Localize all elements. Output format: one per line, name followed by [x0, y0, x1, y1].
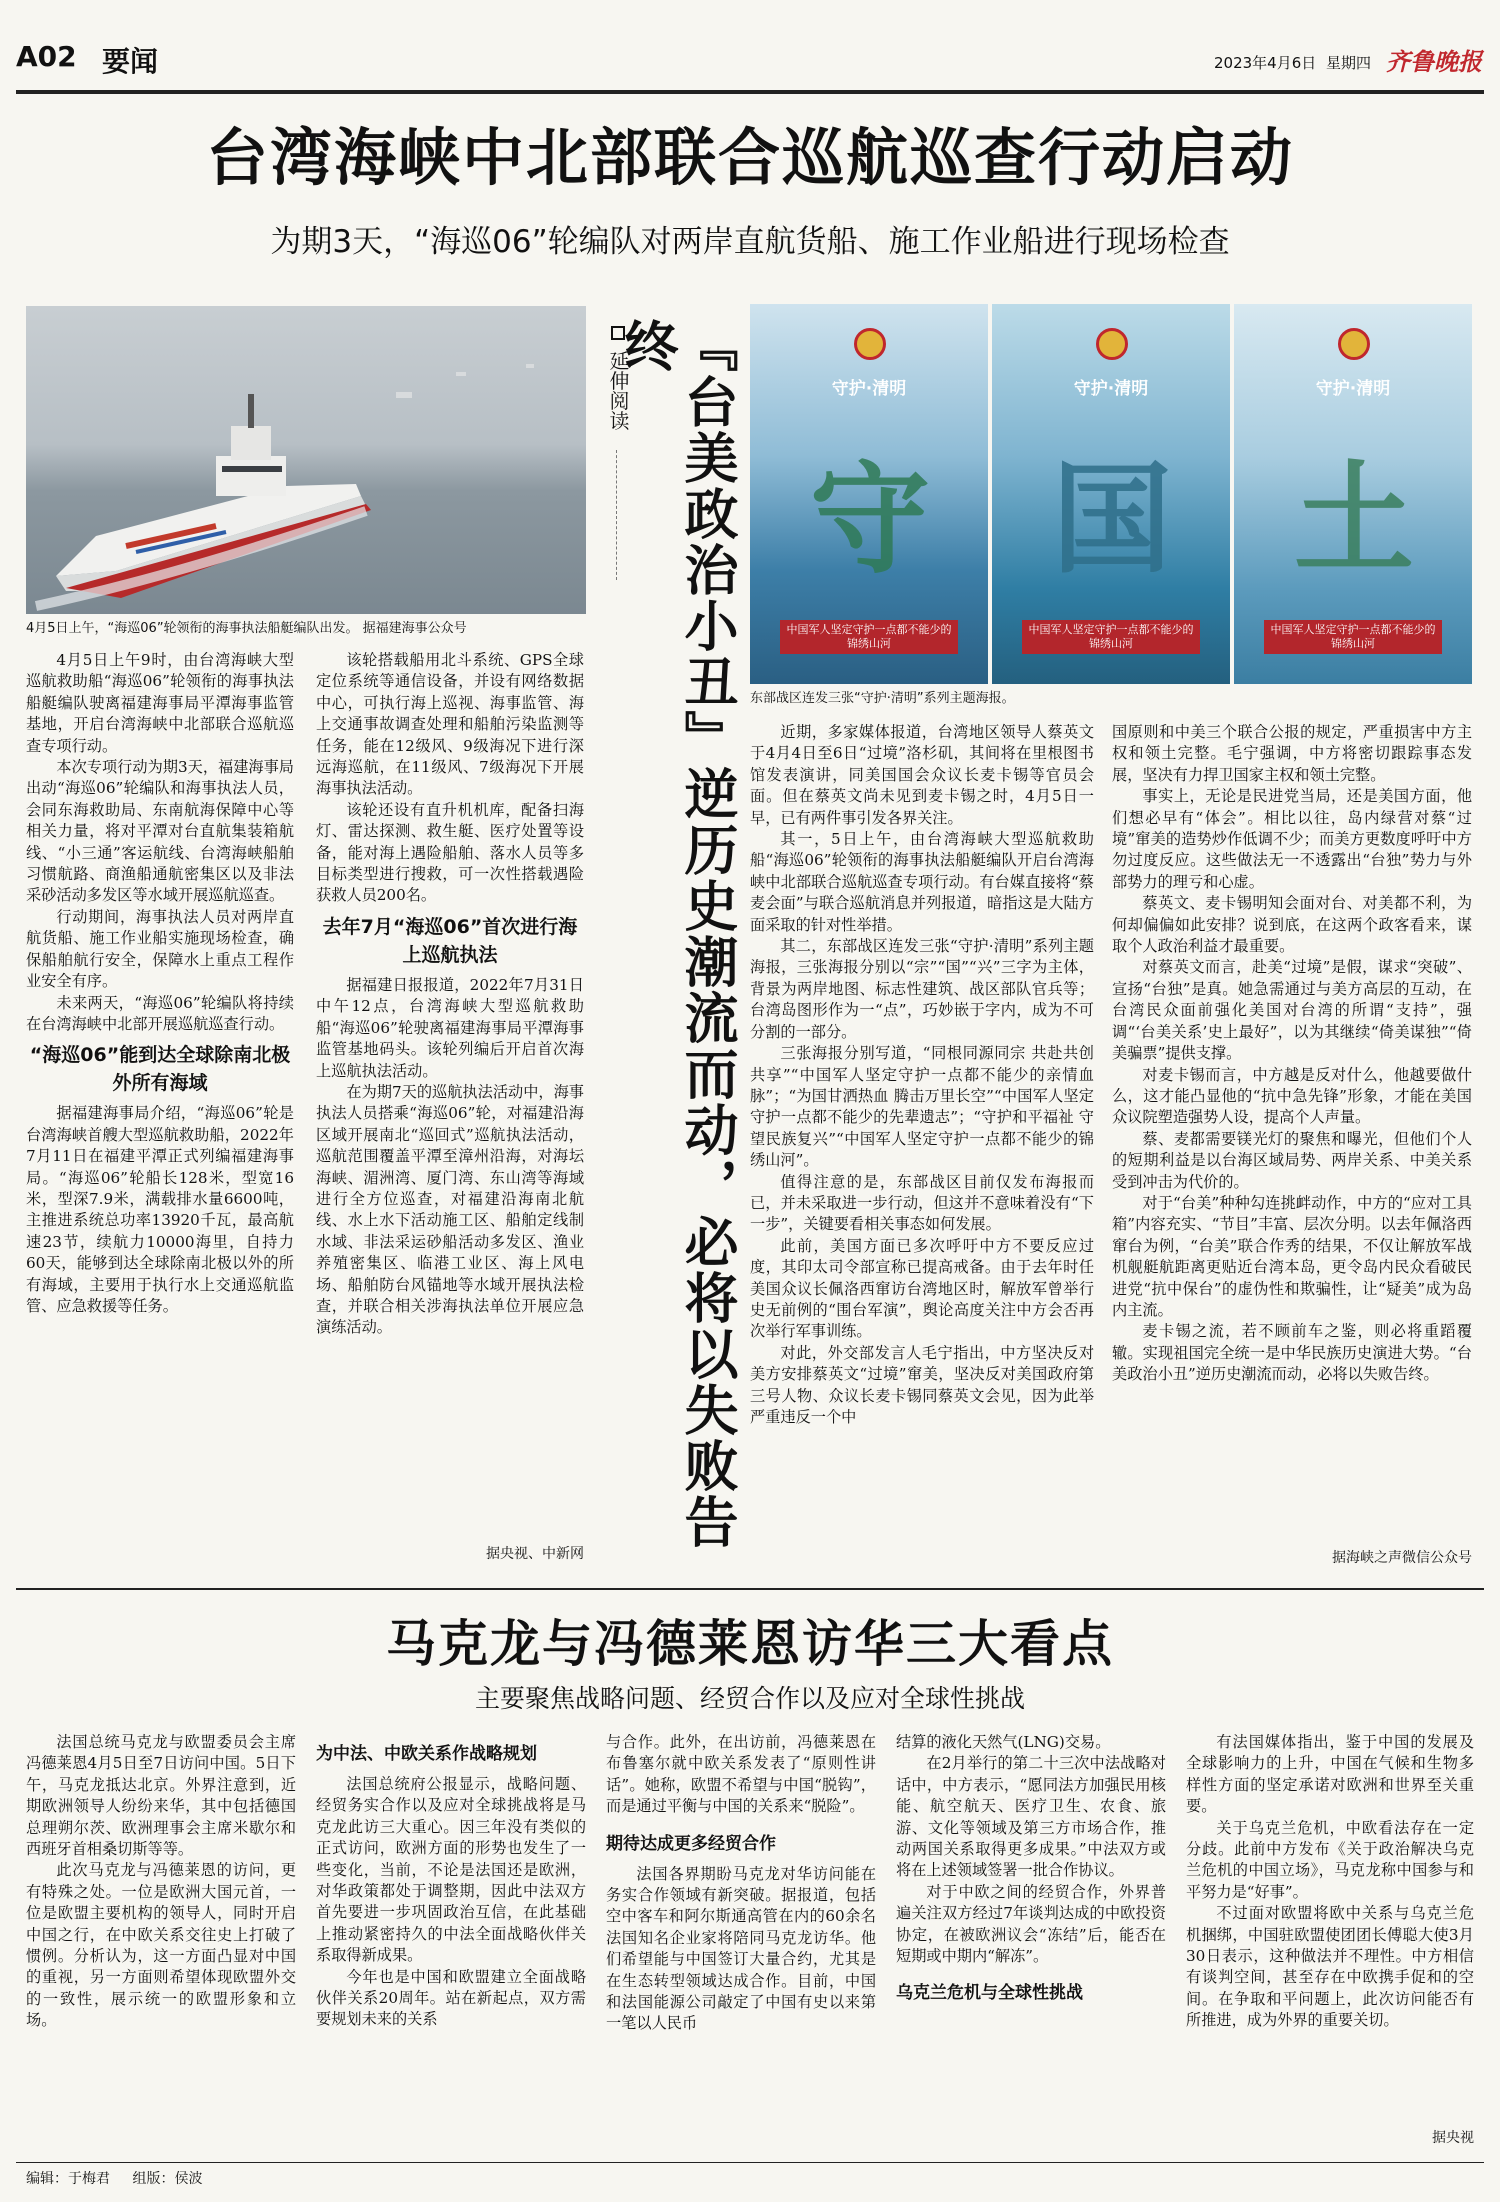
poster-glyph: 守: [810, 449, 930, 590]
headline-main: 台湾海峡中北部联合巡航巡查行动启动: [205, 121, 1294, 194]
a1-subheading-2: 去年7月“海巡06”首次进行海上巡航执法: [322, 915, 578, 966]
a1-paragraph: 在为期7天的巡航执法活动中，海事执法人员搭乘“海巡06”轮，对福建沿海区域开展南北“巡回式”巡航执法活动，巡航范围覆盖平潭至漳州沿海，对海坛海峡、湄洲湾、厦门湾、东山湾等海域进行全方位巡查，对福建沿海南北航线、水上水下活动施工区、船舶定线制水域、非法采运砂船活动多发区、渔业养殖密集区、临港工业区、海上风电场、船舶防台风锚地等水域开展执法检查，并联合相关涉海执法单位开展应急演练活动。: [316, 1082, 584, 1337]
photo-ship-fleet: [26, 306, 586, 614]
a1-paragraph: 4月5日上午9时，由台湾海峡大型巡航救助船“海巡06”轮领衔的海事执法船艇编队驶离福建海事局平潭海事监管基地，开启台湾海峡中北部联合巡航巡查专项行动。: [26, 651, 294, 755]
a2-paragraph: 蔡英文、麦卡锡明知会面对台、对美都不利，为何却偏偏如此安排？说到底，在这两个政客看来，谋取个人政治利益才最重要。: [1112, 894, 1472, 956]
a3-paragraph: 法国总统马克龙与欧盟委员会主席冯德莱恩4月5日至7日访问中国。5日下午，马克龙抵达北京。外界注意到，近期欧洲领导人纷纷来华，其中包括德国总理朔尔茨、欧洲理事会主席米歇尔和西班牙首相桑切斯等等。: [26, 1733, 296, 1859]
header-weekday: 星期四: [1326, 54, 1372, 72]
a2-source: 据海峡之声微信公众号: [1332, 1550, 1472, 1566]
poster-glyph: 国: [1052, 449, 1172, 590]
poster-slogan: 中国军人坚定守护一点都不能少的锦绣山河: [1264, 620, 1442, 654]
a3-paragraph: 对于中欧之间的经贸合作，外界普遍关注双方经过7年谈判达成的中欧投资协定，在被欧洲议会“冻结”后，能否在短期或中期内“解冻”。: [896, 1882, 1166, 1966]
a1-paragraph: 该轮还设有直升机机库，配备扫海灯、雷达探测、救生艇、医疗处置等设备，能对海上遇险船舶、落水人员等多目标类型进行搜救，可一次性搭载遇险获救人员200名。: [316, 800, 584, 905]
a3-column-3: [606, 1732, 876, 2150]
subhead-macron: 主要聚焦战略问题、经贸合作以及应对全球性挑战: [474, 1684, 1025, 1713]
vertical-title-line-1: 『台美政治小丑』: [676, 318, 740, 766]
poster-caption: 东部战区连发三张“守护·清明”系列主题海报。: [750, 691, 1015, 706]
a3-subheading-1: 为中法、中欧关系作战略规划: [316, 1744, 537, 1764]
poster-title: 守护·清明: [1073, 379, 1149, 399]
a1-paragraph: 本次专项行动为期3天，福建海事局出动“海巡06”轮编队和海事执法人员，会同东海救助局、东南航海保障中心等相关力量，将对平潭对台直航集装箱航线、“小三通”客运航线、台湾海峡船舶习惯航路、商渔船通航密集区以及非法采砂活动多发区等水域开展巡航巡查。: [26, 758, 294, 905]
poster-title: 守护·清明: [831, 379, 907, 399]
a1-source: 据央视、中新网: [486, 1546, 584, 1562]
a3-paragraph: 与合作。此外，在出访前，冯德莱恩在布鲁塞尔就中欧关系发表了“原则性讲话”。她称，欧盟不希望与中国“脱钩”，而是通过平衡与中国的关系来“脱险”。: [606, 1733, 876, 1816]
a2-paragraph: 麦卡锡之流，若不顾前车之鉴，则必将重蹈覆辙。实现祖国完全统一是中华民族历史演进大势。“台美政治小丑”逆历史潮流而动，必将以失败告终。: [1112, 1322, 1472, 1384]
poster-slogan: 中国军人坚定守护一点都不能少的锦绣山河: [780, 620, 958, 654]
footer-editor: 编辑：于梅君: [26, 2171, 110, 2187]
poster-emblem-icon: [1338, 328, 1370, 360]
a2-paragraph: 对麦卡锡而言，中方越是反对什么，他越要做什么，这才能凸显他的“抗中急先锋”形象，才能在美国众议院塑造强势人设，提高个人声量。: [1112, 1065, 1472, 1127]
a1-paragraph: 未来两天，“海巡06”轮编队将持续在台湾海峡中北部开展巡航巡查行动。: [26, 993, 294, 1033]
a3-column-5: [1186, 1732, 1474, 2128]
footer-rule: [16, 2162, 1484, 2163]
ship-illustration: [26, 306, 586, 614]
a2-paragraph: 对此，外交部发言人毛宁指出，中方坚决反对美方安排蔡英文“过境”窜美，坚决反对美国政府第三号人物、众议长麦卡锡同蔡英文会见，因为此举严重违反一个中: [750, 1343, 1094, 1426]
a3-paragraph: 关于乌克兰危机，中欧看法存在一定分歧。此前中方发布《关于政治解决乌克兰危机的中国立场》，马克龙称中国参与和平努力是“好事”。: [1186, 1818, 1474, 1901]
a3-column-2: [316, 1732, 586, 2150]
vertical-title-line-2: 逆历史潮流而动，必将以失败告终: [616, 318, 740, 1550]
footer-design: 组版：侯波: [132, 2171, 203, 2187]
a2-paragraph: 其一，5日上午，由台湾海峡大型巡航救助船“海巡06”轮领衔的海事执法船艇编队开启台湾海峡中北部联合巡航巡查专项行动。有台媒直接将“蔡麦会面”与联合巡航消息并列报道，暗指这是大陆方面采取的针对性举措。: [750, 830, 1094, 934]
section-divider: [16, 1588, 1484, 1590]
a3-paragraph: 法国各界期盼马克龙对华访问能在务实合作领域有新突破。据报道，包括空中客车和阿尔斯通高管在内的60余名法国知名企业家将陪同马克龙访华。他们希望能与中国签订大量合约，尤其是在生态转型领域达成合作。目前，中国和法国能源公司敲定了中国有史以来第一笔以人民币: [606, 1864, 876, 2033]
poster-title: 守护·清明: [1315, 379, 1391, 399]
footer: [26, 2168, 202, 2188]
headline-macron: 马克龙与冯德莱恩访华三大看点: [386, 1614, 1114, 1673]
header-date: 2023年4月6日: [1214, 54, 1317, 72]
a3-paragraph: 此次马克龙与冯德莱恩的访问，更有特殊之处。一位是欧洲大国元首，一位是欧盟主要机构的领导人，同时开启中国之行，在中欧关系交往史上打破了惯例。分析认为，这一方面凸显对中国的重视，另一方面则希望体现欧盟外交的一致性，展示统一的欧盟形象和立场。: [26, 1861, 296, 2030]
poster-slogan: 中国军人坚定守护一点都不能少的锦绣山河: [1022, 620, 1200, 654]
paper-logo: 齐鲁晚报: [1386, 47, 1482, 76]
a2-paragraph: 近期，多家媒体报道，台湾地区领导人蔡英文于4月4日至6日“过境”洛杉矶，其间将在里根图书馆发表演讲，同美国国会众议长麦卡锡等官员会面。但在蔡英文尚未见到麦卡锡之时，4月5日一早，已有两件事引发各界关注。: [750, 723, 1094, 827]
a3-paragraph: 有法国媒体指出，鉴于中国的发展及全球影响力的上升，中国在气候和生物多样性方面的坚定承诺对欧洲和世界至关重要。: [1186, 1733, 1474, 1816]
a3-paragraph: 在2月举行的第二十三次中法战略对话中，中方表示，“愿同法方加强民用核能、航空航天、医疗卫生、农食、旅游、文化等领域及第三方市场合作，推动两国关系取得更多成果。”中法双方或将在上述领域签署一批合作协议。: [896, 1754, 1166, 1880]
tag-divider: [616, 450, 617, 580]
page-number: A02: [16, 40, 77, 73]
a3-column-1: [26, 1732, 296, 2150]
a2-paragraph: 对蔡英文而言，赴美“过境”是假，谋求“突破”、宣扬“台独”是真。她急需通过与美方高层的互动，在台湾民众面前强化美国对台湾的所谓“支持”，强调“‘台美关系’史上最好”，以为其继续“倚美谋独”“倚美骗票”提供支撑。: [1112, 958, 1472, 1063]
a2-paragraph: 值得注意的是，东部战区目前仅发布海报而已，并未采取进一步行动，但这并不意味着没有“下一步”，关键要看相关事态如何发展。: [750, 1172, 1094, 1234]
subhead-main: 为期3天，“海巡06”轮编队对两岸直航货船、施工作业船进行现场检查: [270, 224, 1230, 260]
a2-paragraph: 对于“台美”种种勾连挑衅动作，中方的“应对工具箱”内容充实、“节目”丰富、层次分明。以去年佩洛西窜台为例，“台美”联合作秀的结果，不仅让解放军战机舰艇航距离更贴近台湾本岛，更令岛内民众看破民进党“抗中保台”的虚伪性和欺骗性，让“疑美”成为岛内主流。: [1112, 1193, 1472, 1319]
a3-paragraph: 不过面对欧盟将欧中关系与乌克兰危机捆绑，中国驻欧盟使团团长傅聪大使3月30日表示，这种做法并不理性。中方相信有谈判空间，甚至存在中欧携手促和的空间。在争取和平问题上，此次访问能否有所推进，成为外界的重要关切。: [1186, 1904, 1474, 2030]
a2-column-2: [1112, 722, 1472, 1548]
poster-glyph: 土: [1294, 449, 1414, 590]
a1-paragraph: 该轮搭载船用北斗系统、GPS全球定位系统等通信设备，并设有网络数据中心，可执行海上巡视、海事监管、海上交通事故调查处理和船舶污染监测等任务，能在12级风、9级海况下进行深远海巡航，在11级风、7级海况下开展海事执法活动。: [316, 651, 584, 798]
poster-group: [750, 304, 1472, 686]
a1-column-1: [26, 650, 294, 1570]
a1-column-2: [316, 650, 584, 1570]
poster-2: [992, 304, 1230, 684]
a2-column-1: [750, 722, 1094, 1570]
a2-paragraph: 国原则和中美三个联合公报的规定，严重损害中方主权和领土完整。毛宁强调，中方将密切跟踪事态发展，坚决有力捍卫国家主权和领土完整。: [1112, 723, 1472, 784]
a3-paragraph: 今年也是中国和欧盟建立全面战略伙伴关系20周年。站在新起点，双方需要规划未来的关系: [316, 1967, 586, 2029]
a3-paragraph: 法国总统府公报显示，战略问题、经贸务实合作以及应对全球挑战将是马克龙此访三大重心。因三年没有类似的正式访问，欧洲方面的形势也发生了一些变化，当前，不论是法国还是欧洲，对华政策都处于调整期，因此中法双方首先要进一步巩固政治互信，在此基础上推动紧密持久的中法全面战略伙伴关系取得新成果。: [316, 1775, 586, 1965]
a3-subheading-2: 期待达成更多经贸合作: [606, 1833, 776, 1854]
poster-emblem-icon: [1096, 328, 1128, 360]
poster-3: [1234, 304, 1472, 684]
a2-paragraph: 蔡、麦都需要镁光灯的聚焦和曝光，但他们个人的短期利益是以台海区域局势、两岸关系、中美关系受到冲击为代价的。: [1112, 1129, 1472, 1191]
a3-subheading-3: 乌克兰危机与全球性挑战: [896, 1983, 1083, 2004]
poster-1: [750, 304, 988, 684]
header-rule: [16, 90, 1484, 94]
a2-paragraph: 事实上，无论是民进党当局，还是美国方面，他们想必早有“体会”。相比以往，岛内绿营对蔡“过境”窜美的造势炒作低调不少；而美方更数度呼吁中方勿过度反应。这些做法无一不透露出“台独”势力与外部势力的理亏和心虚。: [1112, 787, 1472, 891]
a1-paragraph: 据福建日报报道，2022年7月31日中午12点，台湾海峡大型巡航救助船“海巡06”轮驶离福建海事局平潭海事监管基地码头。该轮列编后开启首次海上巡航执法活动。: [316, 975, 584, 1080]
a2-paragraph: 其二，东部战区连发三张“守护·清明”系列主题海报，三张海报分别以“宗”“国”“兴”三字为主体，背景为两岸地图、标志性建筑、战区部队官兵等；台湾岛图形作为一“点”，巧妙嵌于字内，成为不可分割的一部分。: [750, 937, 1094, 1041]
photo-caption-ship: 4月5日上午，“海巡06”轮领衔的海事执法船艇编队出发。 据福建海事公众号: [26, 621, 467, 636]
page-header: [16, 36, 1484, 92]
a3-column-4: [896, 1732, 1166, 2150]
section-name: 要闻: [102, 45, 159, 78]
a3-source: 据央视: [1432, 2130, 1474, 2146]
tag-label: 延伸阅读: [606, 350, 630, 431]
a3-paragraph: 结算的液化天然气(LNG)交易。: [896, 1733, 1111, 1751]
a1-paragraph: 行动期间，海事执法人员对两岸直航货船、施工作业船实施现场检查，确保船舶航行安全，保障水上重点工程作业安全有序。: [26, 907, 294, 991]
a1-subheading-1: “海巡06”能到达全球除南北极外所有海域: [29, 1044, 291, 1095]
a2-paragraph: 此前，美国方面已多次呼吁中方不要反应过度，其印太司令部宣称已提高戒备。由于去年时任美国众议长佩洛西窜访台湾地区时，解放军曾举行史无前例的“围台军演”，舆论高度关注中方会否再次举行军事训练。: [750, 1236, 1094, 1341]
a1-paragraph: 据福建海事局介绍，“海巡06”轮是台湾海峡首艘大型巡航救助船，2022年7月11日在福建平潭正式列编福建海事局。“海巡06”轮船长128米，型宽16米，型深7.9米，满载排水量6600吨，主推进系统总功率13920千瓦，最高航速23节，续航力10000海里，自持力60天，能够到达全球除南北极以外的所有海域，主要用于执行水上交通巡航监管、应急救援等任务。: [26, 1104, 294, 1315]
poster-emblem-icon: [854, 328, 886, 360]
a2-paragraph: 三张海报分别写道，“同根同源同宗 共赴共创共享”“中国军人坚定守护一点都不能少的亲情血脉”；“为国甘洒热血 腾击万里长空”“中国军人坚定守护一点都不能少的先辈遗志”；“守护和平福祉 守望民族复兴”“中国军人坚定守护一点都不能少的锦绣山河”。: [750, 1044, 1094, 1170]
